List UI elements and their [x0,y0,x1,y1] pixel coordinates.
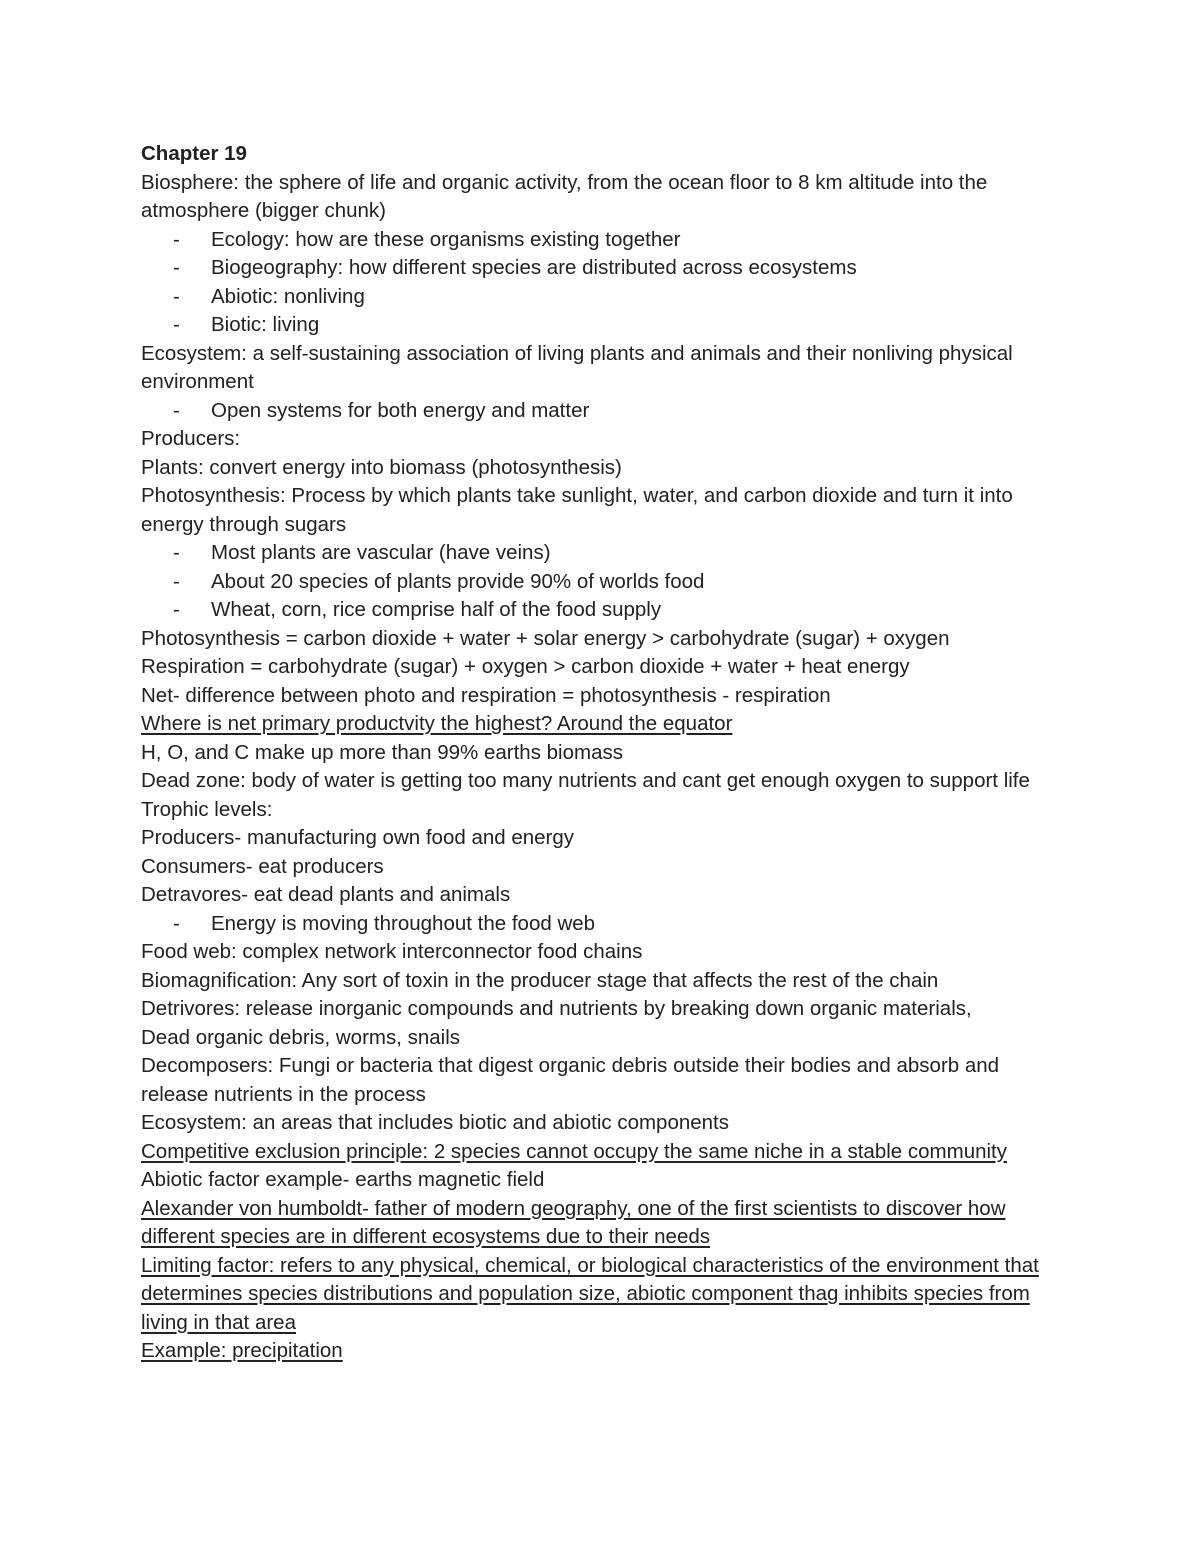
note-text: Producers- manufacturing own food and energy [141,826,575,849]
note-line [141,995,1071,1024]
note-text: Respiration = carbohydrate (sugar) + oxygen > carbon dioxide + water + heat energy [141,655,910,678]
bullet-item [141,539,1071,568]
note-text: Abiotic factor example- earths magnetic field [141,1168,545,1191]
note-text: Abiotic: nonliving [211,284,365,308]
note-line [141,482,1071,539]
note-text: Dead zone: body of water is getting too many nutrients and cant get enough oxygen to support life [141,769,1030,792]
note-text: Most plants are vascular (have veins) [211,541,551,564]
bullet-dash: - [173,398,180,422]
note-line [141,340,1071,397]
notes-body [141,169,1071,1366]
bullet-dash: - [173,256,180,279]
note-line [141,1109,1071,1138]
note-text: Consumers- eat producers [141,854,384,878]
note-text: Example: precipitation [141,1339,343,1362]
note-text: Wheat, corn, rice comprise half of the food supply [211,598,662,621]
note-text: Biotic: living [211,313,320,336]
note-text: Trophic levels: [141,797,273,821]
note-text: About 20 species of plants provide 90% of worlds food [211,569,705,593]
note-line [141,1024,1071,1053]
note-line [141,739,1071,768]
note-line [141,1052,1071,1109]
bullet-item [141,568,1071,597]
bullet-dash: - [173,569,180,593]
note-line [141,1138,1071,1167]
note-line [141,710,1071,739]
note-text: Producers: [141,427,241,450]
note-text: Biosphere: the sphere of life and organic activity, from the ocean floor to 8 km altitude into the atmosphere (bigger chunk) [141,170,988,222]
note-text: Photosynthesis: Process by which plants take sunlight, water, and carbon dioxide and turn it into energy through sugars [141,484,1013,536]
note-text: H, O, and C make up more than 99% earths biomass [141,740,623,764]
note-line [141,454,1071,483]
bullet-item [141,311,1071,340]
note-line [141,767,1071,796]
note-line [141,796,1071,825]
note-line [141,425,1071,454]
bullet-dash: - [173,227,180,251]
note-text: Ecology: how are these organisms existing together [211,227,681,251]
bullet-item [141,910,1071,939]
note-line [141,881,1071,910]
bullet-dash: - [173,598,180,621]
note-text: Detravores- eat dead plants and animals [141,883,511,906]
bullet-item [141,283,1071,312]
note-text: Detrivores: release inorganic compounds and nutrients by breaking down organic materials, [141,997,972,1020]
note-line [141,1337,1071,1366]
bullet-dash: - [173,284,180,308]
bullet-item [141,397,1071,426]
note-line [141,682,1071,711]
chapter-title: Chapter 19 [141,142,247,165]
note-line [141,169,1071,226]
note-text: Photosynthesis = carbon dioxide + water + solar energy > carbohydrate (sugar) + oxygen [141,626,950,650]
bullet-item [141,254,1071,283]
note-text: Plants: convert energy into biomass (photosynthesis) [141,455,622,479]
note-text: Alexander von humboldt- father of modern geography, one of the first scientists to discover how different species are in different ecosystems due to their needs [141,1196,1006,1248]
note-text: Biomagnification: Any sort of toxin in the producer stage that affects the rest of the chain [141,968,939,992]
note-text: Dead organic debris, worms, snails [141,1025,461,1049]
bullet-dash: - [173,911,180,935]
note-text: Open systems for both energy and matter [211,398,590,422]
note-text: Energy is moving throughout the food web [211,911,596,935]
note-text: Net- difference between photo and respiration = photosynthesis - respiration [141,683,831,707]
note-line [141,967,1071,996]
note-line [141,938,1071,967]
note-text: Limiting factor: refers to any physical, chemical, or biological characteristics of the environment that determines species distributions and population size, abiotic component thag inhibits species from living in that area [141,1253,1039,1334]
bullet-dash: - [173,541,180,564]
note-line [141,853,1071,882]
note-line [141,653,1071,682]
note-line [141,625,1071,654]
note-line [141,824,1071,853]
bullet-item [141,596,1071,625]
document-page [141,140,1071,1366]
note-text: Competitive exclusion principle: 2 species cannot occupy the same niche in a stable community [141,1139,1007,1163]
note-line [141,1166,1071,1195]
note-text: Food web: complex network interconnector food chains [141,940,643,963]
note-text: Biogeography: how different species are distributed across ecosystems [211,256,857,279]
note-line [141,1195,1071,1252]
note-text: Ecosystem: an areas that includes biotic and abiotic components [141,1111,729,1134]
bullet-dash: - [173,313,180,336]
note-text: Decomposers: Fungi or bacteria that digest organic debris outside their bodies and absorb and release nutrients in the process [141,1054,1000,1106]
bullet-item [141,226,1071,255]
note-line [141,1252,1071,1338]
note-text: Where is net primary productvity the highest? Around the equator [141,712,733,735]
note-text: Ecosystem: a self-sustaining association of living plants and animals and their nonliving physical environment [141,341,1013,393]
